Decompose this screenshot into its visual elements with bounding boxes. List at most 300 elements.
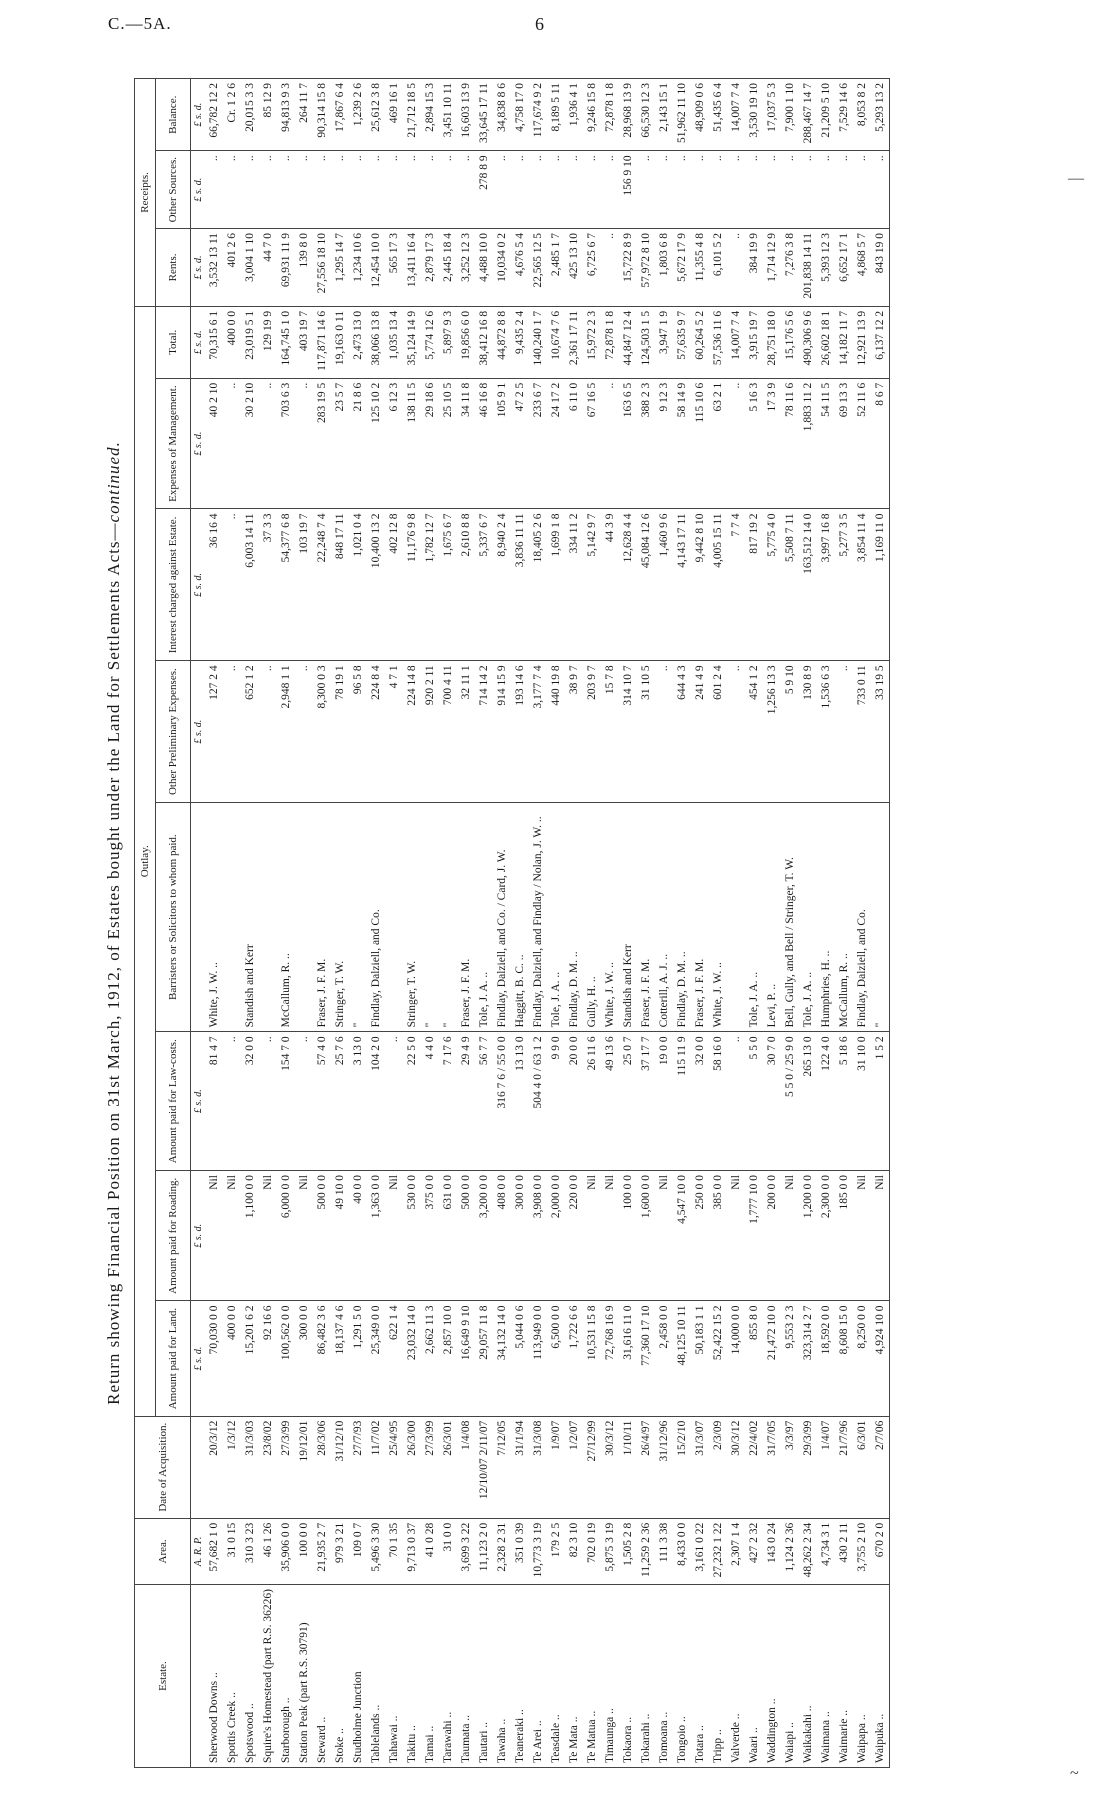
cell-mgmt: 6 12 3 (385, 378, 403, 509)
cell-other: .. (349, 151, 367, 229)
cell-interest: 5,142 9 7 (583, 509, 601, 661)
cell-interest: 9,442 8 10 (691, 509, 709, 661)
cell-solicitors: Fraser, J. F. M. (691, 802, 709, 1031)
cell-land: 18,137 4 6 (331, 1301, 349, 1416)
cell-balance: 94,813 9 3 (277, 79, 295, 151)
cell-mgmt: 6 11 0 (565, 378, 583, 509)
cell-estate: Waddington .. (763, 1585, 781, 1768)
table-row (637, 79, 655, 1768)
table-row (673, 79, 691, 1768)
table-row (547, 79, 565, 1768)
cell-prelim: 15 7 8 (601, 661, 619, 803)
cell-mgmt: 703 6 3 (277, 378, 295, 509)
cell-other: .. (673, 151, 691, 229)
cell-estate: Timaunga .. (601, 1585, 619, 1768)
cell-interest: 1,675 6 7 (439, 509, 457, 661)
cell-rents: 6,725 6 7 (583, 228, 601, 306)
cell-land: 48,125 10 11 (673, 1301, 691, 1416)
cell-rents: .. (601, 228, 619, 306)
cell-solicitors: Tole, J. A. .. (547, 802, 565, 1031)
cell-solicitors: White, J. W. .. (709, 802, 727, 1031)
table-row (871, 79, 890, 1768)
cell-estate: Sherwood Downs .. (205, 1585, 223, 1768)
cell-total: 28,751 18 0 (763, 306, 781, 378)
cell-prelim: 700 4 11 (439, 661, 457, 803)
cell-interest: 18,405 2 6 (529, 509, 547, 661)
cell-date: 3/3/97 (781, 1416, 799, 1518)
cell-estate: Tahawai .. (385, 1585, 403, 1768)
cell-balance: 20,015 3 3 (241, 79, 259, 151)
cell-solicitors: Fraser, J. F. M. (313, 802, 331, 1031)
cell-date: 30/3/12 (601, 1416, 619, 1518)
cell-estate: Tokaora .. (619, 1585, 637, 1768)
cell-mgmt: 30 2 10 (241, 378, 259, 509)
cell-roading: 631 0 0 (439, 1171, 457, 1301)
cell-solicitors: Findlay, D. M. .. (673, 802, 691, 1031)
cell-estate: Studholme Junction (349, 1585, 367, 1768)
cell-area: 31 0 0 (439, 1518, 457, 1584)
cell-area: 100 0 0 (295, 1518, 313, 1584)
cell-solicitors: Cotterill, A. J. .. (655, 802, 673, 1031)
cell-roading: 1,363 0 0 (367, 1171, 385, 1301)
cell-estate: Tripp .. (709, 1585, 727, 1768)
cell-roading: 375 0 0 (421, 1171, 439, 1301)
cell-land: 21,472 10 0 (763, 1301, 781, 1416)
cell-prelim: 652 1 2 (241, 661, 259, 803)
cell-mgmt: 388 2 3 (637, 378, 655, 509)
cell-solicitors: McCallum, R. .. (835, 802, 853, 1031)
cell-rents: 425 13 10 (565, 228, 583, 306)
cell-balance: 3,530 19 10 (745, 79, 763, 151)
cell-balance: 28,968 13 9 (619, 79, 637, 151)
cell-interest: 5,508 7 11 (781, 509, 799, 661)
cell-mgmt: 17 3 9 (763, 378, 781, 509)
header-receipts: Receipts. (135, 79, 156, 307)
cell-law: 37 17 7 (637, 1032, 655, 1171)
cell-estate: Tamai .. (421, 1585, 439, 1768)
cell-area: 3,755 2 10 (853, 1518, 871, 1584)
cell-other: .. (421, 151, 439, 229)
cell-law: 7 17 6 (439, 1032, 457, 1171)
cell-area: 427 2 32 (745, 1518, 763, 1584)
cell-balance: 21,712 18 5 (403, 79, 421, 151)
table-row (511, 79, 529, 1768)
cell-balance: 2,143 15 1 (655, 79, 673, 151)
cell-balance: 8,189 5 11 (547, 79, 565, 151)
cell-balance: 3,451 10 11 (439, 79, 457, 151)
cell-date: 1/2/07 (565, 1416, 583, 1518)
cell-roading: 3,908 0 0 (529, 1171, 547, 1301)
cell-mgmt: 46 16 8 (475, 378, 493, 509)
cell-balance: 21,209 5 10 (817, 79, 835, 151)
cell-solicitors: Bell, Gully, and Bell / Stringer, T. W. (781, 802, 799, 1031)
cell-prelim: 644 4 3 (673, 661, 691, 803)
cell-land: 77,360 17 10 (637, 1301, 655, 1416)
unit-money: £ s. d. (191, 661, 206, 803)
cell-interest: 7 7 4 (727, 509, 745, 661)
cell-other: .. (547, 151, 565, 229)
cell-date: 31/7/05 (763, 1416, 781, 1518)
unit-money: £ s. d. (191, 509, 206, 661)
cell-balance: 288,467 14 7 (799, 79, 817, 151)
cell-estate: Takitu .. (403, 1585, 421, 1768)
cell-law: 1 5 2 (871, 1032, 890, 1171)
cell-interest: 2,610 8 8 (457, 509, 475, 661)
header-other: Other Sources. (156, 151, 191, 229)
cell-roading: 408 0 0 (493, 1171, 511, 1301)
unit-money: £ s. d. (191, 306, 206, 378)
cell-law: 19 0 0 (655, 1032, 673, 1171)
cell-mgmt: 58 14 9 (673, 378, 691, 509)
table-row (457, 79, 475, 1768)
cell-balance: 25,612 3 8 (367, 79, 385, 151)
cell-land: 8,608 15 0 (835, 1301, 853, 1416)
cell-prelim: .. (295, 661, 313, 803)
cell-roading: 49 10 0 (331, 1171, 349, 1301)
cell-law: 81 4 7 (205, 1032, 223, 1171)
cell-estate: Totara .. (691, 1585, 709, 1768)
cell-total: 10,674 7 6 (547, 306, 565, 378)
cell-estate: Station Peak (part R.S. 30791) (295, 1585, 313, 1768)
cell-area: 2,328 2 31 (493, 1518, 511, 1584)
cell-other: .. (763, 151, 781, 229)
cell-balance: 4,758 17 0 (511, 79, 529, 151)
cell-mgmt: 40 2 10 (205, 378, 223, 509)
cell-roading: Nil (727, 1171, 745, 1301)
cell-mgmt: 25 10 5 (439, 378, 457, 509)
cell-area: 4,734 3 1 (817, 1518, 835, 1584)
cell-land: 2,458 0 0 (655, 1301, 673, 1416)
cell-solicitors: " (871, 802, 890, 1031)
cell-other: .. (277, 151, 295, 229)
cell-solicitors: Stringer, T. W. (331, 802, 349, 1031)
cell-other: .. (223, 151, 241, 229)
cell-land: 52,422 15 2 (709, 1301, 727, 1416)
cell-estate: Teaneraki .. (511, 1585, 529, 1768)
cell-balance: 48,909 0 6 (691, 79, 709, 151)
cell-land: 34,132 14 0 (493, 1301, 511, 1416)
cell-total: 60,264 5 2 (691, 306, 709, 378)
cell-date: 23/8/02 (259, 1416, 277, 1518)
cell-interest: 37 3 3 (259, 509, 277, 661)
cell-area: 41 0 28 (421, 1518, 439, 1584)
cell-law: .. (727, 1032, 745, 1171)
cell-roading: 4,547 10 0 (673, 1171, 691, 1301)
margin-mark: ~ (1070, 1765, 1079, 1782)
table-row (223, 79, 241, 1768)
cell-other: .. (529, 151, 547, 229)
cell-other: .. (241, 151, 259, 229)
cell-estate: Tautari .. (475, 1585, 493, 1768)
header-roading: Amount paid for Roading. (156, 1171, 191, 1301)
cell-roading: Nil (259, 1171, 277, 1301)
table-row (709, 79, 727, 1768)
cell-law: 9 9 0 (547, 1032, 565, 1171)
header-prelim: Other Preliminary Expenses. (156, 661, 191, 803)
cell-law: 20 0 0 (565, 1032, 583, 1171)
cell-prelim: 224 8 4 (367, 661, 385, 803)
cell-land: 323,314 2 7 (799, 1301, 817, 1416)
cell-total: 400 0 0 (223, 306, 241, 378)
cell-rents: 384 19 9 (745, 228, 763, 306)
cell-other: .. (259, 151, 277, 229)
cell-total: 3,915 19 7 (745, 306, 763, 378)
cell-estate: Taumata .. (457, 1585, 475, 1768)
cell-prelim: 38 9 7 (565, 661, 583, 803)
cell-interest: 8,940 2 4 (493, 509, 511, 661)
cell-interest: .. (223, 509, 241, 661)
cell-interest: 103 19 7 (295, 509, 313, 661)
cell-law: 122 4 0 (817, 1032, 835, 1171)
cell-roading: Nil (655, 1171, 673, 1301)
cell-law: 115 11 9 (673, 1032, 691, 1171)
cell-law: 5 5 0 (745, 1032, 763, 1171)
table-row (277, 79, 295, 1768)
cell-land: 50,183 1 1 (691, 1301, 709, 1416)
cell-roading: Nil (385, 1171, 403, 1301)
cell-other: .. (367, 151, 385, 229)
header-land: Amount paid for Land. (156, 1301, 191, 1416)
cell-prelim: 4 7 1 (385, 661, 403, 803)
cell-rents: 5,672 17 9 (673, 228, 691, 306)
cell-mgmt: 47 2 5 (511, 378, 529, 509)
cell-prelim: .. (835, 661, 853, 803)
cell-mgmt: 233 6 7 (529, 378, 547, 509)
cell-balance: 17,867 6 4 (331, 79, 349, 151)
cell-other: .. (817, 151, 835, 229)
cell-balance: 7,529 14 6 (835, 79, 853, 151)
cell-area: 46 1 26 (259, 1518, 277, 1584)
cell-balance: 51,962 11 10 (673, 79, 691, 151)
cell-solicitors: Findlay, Dalziell, and Findlay / Nolan, J. W. .. (529, 802, 547, 1031)
cell-total: 38,412 16 8 (475, 306, 493, 378)
cell-estate: Steward .. (313, 1585, 331, 1768)
cell-land: 1,291 5 0 (349, 1301, 367, 1416)
table-row (331, 79, 349, 1768)
cell-roading: 500 0 0 (313, 1171, 331, 1301)
table-row (403, 79, 421, 1768)
cell-balance: 17,037 5 3 (763, 79, 781, 151)
cell-area: 111 3 38 (655, 1518, 673, 1584)
cell-estate: Spottis Creek .. (223, 1585, 241, 1768)
cell-date: 26/3/00 (403, 1416, 421, 1518)
cell-total: 124,503 1 5 (637, 306, 655, 378)
header-total: Total. (156, 306, 191, 378)
cell-land: 92 16 6 (259, 1301, 277, 1416)
cell-other: .. (583, 151, 601, 229)
unit-money: £ s. d. (191, 79, 206, 151)
table-row (799, 79, 817, 1768)
cell-land: 25,349 0 0 (367, 1301, 385, 1416)
financial-position-table (134, 78, 890, 1768)
cell-other: .. (313, 151, 331, 229)
cell-total: 26,602 18 1 (817, 306, 835, 378)
cell-interest: 11,176 9 8 (403, 509, 421, 661)
cell-interest: 1,699 1 8 (547, 509, 565, 661)
unit-blank (191, 802, 206, 1031)
cell-date: 31/3/03 (241, 1416, 259, 1518)
cell-law: 25 7 6 (331, 1032, 349, 1171)
cell-date: 21/7/96 (835, 1416, 853, 1518)
cell-interest: 1,021 0 4 (349, 509, 367, 661)
cell-estate: Te Mata .. (565, 1585, 583, 1768)
cell-estate: Valverde .. (727, 1585, 745, 1768)
cell-interest: 5,337 6 7 (475, 509, 493, 661)
cell-date: 25/4/95 (385, 1416, 403, 1518)
cell-estate: Tablelands .. (367, 1585, 385, 1768)
cell-estate: Starborough .. (277, 1585, 295, 1768)
cell-total: 19,163 0 11 (331, 306, 349, 378)
cell-interest: 163,512 14 0 (799, 509, 817, 661)
cell-interest: 5,277 3 5 (835, 509, 853, 661)
cell-rents: 15,722 8 9 (619, 228, 637, 306)
table-row (313, 79, 331, 1768)
cell-mgmt: 125 10 2 (367, 378, 385, 509)
cell-land: 2,857 10 0 (439, 1301, 457, 1416)
cell-roading: Nil (781, 1171, 799, 1301)
cell-solicitors: Levi, P. .. (763, 802, 781, 1031)
cell-mgmt: 115 10 6 (691, 378, 709, 509)
cell-balance: 51,435 6 4 (709, 79, 727, 151)
table-row (835, 79, 853, 1768)
cell-solicitors (727, 802, 745, 1031)
cell-prelim: 1,256 13 3 (763, 661, 781, 803)
cell-solicitors: Findlay, Dalziell, and Co. (367, 802, 385, 1031)
cell-law: 5 18 6 (835, 1032, 853, 1171)
cell-total: 38,066 13 8 (367, 306, 385, 378)
cell-roading: 2,300 0 0 (817, 1171, 835, 1301)
cell-law: 5 5 0 / 25 9 0 (781, 1032, 799, 1171)
table-row (853, 79, 871, 1768)
cell-total: 3,947 1 9 (655, 306, 673, 378)
cell-other: .. (331, 151, 349, 229)
cell-solicitors: Findlay, Dalziell, and Co. (853, 802, 871, 1031)
table-row (367, 79, 385, 1768)
cell-rents: 565 17 3 (385, 228, 403, 306)
cell-law: 58 16 0 (709, 1032, 727, 1171)
cell-total: 23,019 5 1 (241, 306, 259, 378)
cell-other: 278 8 9 (475, 151, 493, 229)
cell-land: 100,562 0 0 (277, 1301, 295, 1416)
cell-mgmt: 78 11 6 (781, 378, 799, 509)
table-row (565, 79, 583, 1768)
cell-total: 15,176 5 6 (781, 306, 799, 378)
cell-balance: 16,603 13 9 (457, 79, 475, 151)
cell-land: 18,592 0 0 (817, 1301, 835, 1416)
cell-interest: 10,400 13 2 (367, 509, 385, 661)
cell-roading: Nil (205, 1171, 223, 1301)
table-row (421, 79, 439, 1768)
header-solicitors: Barristers or Solicitors to whom paid. (156, 802, 191, 1031)
cell-date: 22/4/02 (745, 1416, 763, 1518)
cell-rents: 1,803 6 8 (655, 228, 673, 306)
cell-estate: Tawaha .. (493, 1585, 511, 1768)
cell-total: 9,435 2 4 (511, 306, 529, 378)
cell-other: .. (385, 151, 403, 229)
cell-date: 1/9/07 (547, 1416, 565, 1518)
cell-area: 670 2 0 (871, 1518, 890, 1584)
cell-date: 30/3/12 (727, 1416, 745, 1518)
cell-estate: Spotswood .. (241, 1585, 259, 1768)
cell-area: 5,496 3 30 (367, 1518, 385, 1584)
cell-roading: 3,200 0 0 (475, 1171, 493, 1301)
margin-mark: — (1068, 170, 1084, 187)
cell-balance: 72,878 1 8 (601, 79, 619, 151)
cell-land: 1,722 6 6 (565, 1301, 583, 1416)
cell-land: 400 0 0 (223, 1301, 241, 1416)
cell-solicitors: Tole, J. A. .. (799, 802, 817, 1031)
cell-land: 10,531 15 8 (583, 1301, 601, 1416)
cell-date: 1/3/12 (223, 1416, 241, 1518)
cell-total: 2,473 13 0 (349, 306, 367, 378)
cell-roading: 385 0 0 (709, 1171, 727, 1301)
cell-prelim: 33 19 5 (871, 661, 890, 803)
cell-rents: 1,714 12 9 (763, 228, 781, 306)
cell-roading: Nil (223, 1171, 241, 1301)
cell-other: .. (727, 151, 745, 229)
cell-roading: Nil (583, 1171, 601, 1301)
cell-rents: 1,234 10 6 (349, 228, 367, 306)
cell-land: 23,032 14 0 (403, 1301, 421, 1416)
unit-money: £ s. d. (191, 1171, 206, 1301)
table-row (745, 79, 763, 1768)
cell-area: 5,875 3 19 (601, 1518, 619, 1584)
cell-area: 21,935 2 7 (313, 1518, 331, 1584)
cell-estate: Waipapa .. (853, 1585, 871, 1768)
cell-prelim: 241 4 9 (691, 661, 709, 803)
cell-law: 29 4 9 (457, 1032, 475, 1171)
unit-money: £ s. d. (191, 1032, 206, 1171)
cell-balance: 66,782 12 2 (205, 79, 223, 151)
cell-other: .. (799, 151, 817, 229)
cell-date: 1/4/08 (457, 1416, 475, 1518)
cell-interest: 22,248 7 4 (313, 509, 331, 661)
cell-rents: 13,411 16 4 (403, 228, 421, 306)
cell-prelim: 127 2 4 (205, 661, 223, 803)
cell-law: 265 13 0 (799, 1032, 817, 1171)
cell-balance: 33,645 17 11 (475, 79, 493, 151)
cell-prelim: 224 14 8 (403, 661, 421, 803)
cell-solicitors: White, J. W. .. (205, 802, 223, 1031)
table-body (205, 79, 890, 1768)
cell-area: 48,262 2 34 (799, 1518, 817, 1584)
cell-land: 70,030 0 0 (205, 1301, 223, 1416)
cell-date: 31/12/96 (655, 1416, 673, 1518)
cell-total: 44,872 8 8 (493, 306, 511, 378)
cell-interest: 1,460 9 6 (655, 509, 673, 661)
cell-law: 154 7 0 (277, 1032, 295, 1171)
cell-law: 104 2 0 (367, 1032, 385, 1171)
cell-total: 19,856 6 0 (457, 306, 475, 378)
cell-mgmt: 105 9 1 (493, 378, 511, 509)
cell-area: 31 0 15 (223, 1518, 241, 1584)
cell-solicitors: Findlay, D. M. .. (565, 802, 583, 1031)
cell-prelim: 314 10 7 (619, 661, 637, 803)
cell-total: 403 19 7 (295, 306, 313, 378)
cell-area: 70 1 35 (385, 1518, 403, 1584)
cell-other: .. (457, 151, 475, 229)
header-law: Amount paid for Law-costs. (156, 1032, 191, 1171)
cell-other: .. (745, 151, 763, 229)
cell-date: 27/3/99 (421, 1416, 439, 1518)
cell-prelim: 5 9 10 (781, 661, 799, 803)
cell-roading: 40 0 0 (349, 1171, 367, 1301)
cell-roading: Nil (853, 1171, 871, 1301)
cell-law: 25 0 7 (619, 1032, 637, 1171)
unit-blank (191, 1585, 206, 1768)
cell-total: 57,536 11 6 (709, 306, 727, 378)
header-area: Area. (135, 1518, 191, 1584)
